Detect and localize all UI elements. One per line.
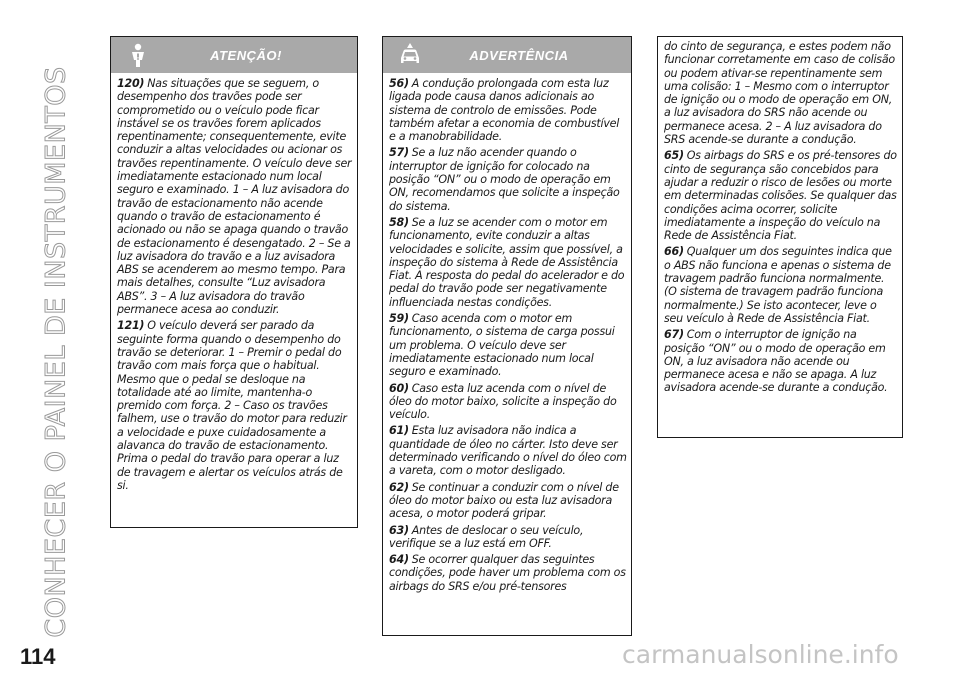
item-text: Se continuar a conduzir com o nível de óleo do motor baixo ou esta luz avisadora acesa, o motor poderá gripar. — [389, 480, 619, 521]
item-number: 61) — [389, 424, 409, 438]
advertencia-item — [389, 382, 627, 422]
item-text: Esta luz avisadora não indica a quantidade de óleo no cárter. Isto deve ser determinado verificando o nível do óleo com a vareta, com o motor desligado. — [389, 424, 627, 478]
item-text: A condução prolongada com esta luz ligada pode causa danos adicionais ao sistema de controlo de emissões. Pode também afetar a economia de combustível e a manobrabilidade. — [389, 77, 620, 144]
item-number: 66) — [664, 245, 684, 259]
advertencia-box-header — [383, 37, 631, 73]
warning-box-title: ATENÇÃO! — [210, 47, 282, 63]
advertencia-item — [389, 481, 627, 521]
advertencia-item — [389, 424, 627, 477]
item-number: 59) — [389, 312, 409, 326]
car-warning-icon — [397, 42, 423, 68]
item-text: Com o interruptor de ignição na posição “ON” ou o modo de operação em ON, a luz avisadora não acende ou permanece acesa e não se apaga. A luz avisadora acende-se durante a condução. — [664, 328, 888, 395]
item-text: Caso esta luz acenda com o nível de óleo do motor baixo, solicite a inspeção do veículo. — [389, 381, 617, 422]
warning-item — [117, 319, 353, 492]
item-text: Caso acenda com o motor em funcionamento, o sistema de carga possui um problema. O veículo deve ser imediatamente estacionado num local seguro e examinado. — [389, 312, 615, 379]
advertencia-item — [389, 216, 627, 309]
continuation-intro: do cinto de segurança, e estes podem não funcionar corretamente em caso de colisão ou podem ativar-se repentinamente sem uma colisão: 1 – Mesmo com o interruptor de ignição ou o modo de operação em ON, a luz avisadora do SRS não acende ou permanece acesa. 2 – A luz avisadora do SRS acende-se durante a condução. — [664, 40, 895, 147]
warning-box — [110, 36, 358, 528]
advertencia-item — [389, 146, 627, 212]
warning-item — [117, 77, 353, 316]
item-text: Se ocorrer qualquer das seguintes condições, pode haver um problema com os airbags do SRS e/ou pré-tensores — [389, 553, 626, 593]
continuation-box — [657, 36, 903, 438]
advertencia-item — [389, 553, 627, 593]
item-text: Os airbags do SRS e os pré-tensores do cinto de segurança são concebidos para ajudar a reduzir o risco de lesões ou morte em determinadas colisões. Se qualquer das condições acima ocorrer, solicite imediatamente a inspeção do veículo na Rede de Assistência Fiat. — [664, 149, 897, 243]
continuation-item — [664, 149, 898, 242]
item-number: 64) — [389, 553, 409, 567]
item-number: 60) — [389, 381, 409, 395]
item-text: Antes de deslocar o seu veículo, verifique se a luz está em OFF. — [389, 523, 584, 550]
item-number: 63) — [389, 523, 409, 537]
item-number: 57) — [389, 146, 409, 160]
item-text: Se a luz não acender quando o interruptor de ignição for colocado na posição “ON” ou o modo de operação em ON, recomendamos que solicite a inspeção do sistema. — [389, 146, 620, 213]
item-text: Se a luz se acender com o motor em funcionamento, evite conduzir a altas velocidades e solicite, assim que possível, a inspeção do sistema à Rede de Assistência Fiat. A resposta do pedal do acelerador e do pedal do travão pode ser negativamente influenciada nestas condições. — [389, 215, 625, 309]
continuation-item — [664, 245, 898, 325]
warning-person-icon — [125, 42, 151, 68]
item-number: 58) — [389, 215, 409, 229]
continuation-item — [664, 328, 898, 394]
warning-box-body — [111, 73, 357, 501]
chapter-side-title: CONHECER O PAINEL DE INSTRUMENTOS — [40, 66, 72, 638]
advertencia-box — [382, 36, 632, 636]
watermark: carmanualsonline.info — [622, 640, 899, 669]
item-number: 120) — [117, 77, 145, 90]
advertencia-item — [389, 524, 627, 551]
item-number: 56) — [389, 77, 409, 90]
item-number: 67) — [664, 328, 684, 342]
item-text: Qualquer um dos seguintes indica que o ABS não funciona e apenas o sistema de travagem padrão funciona normalmente. (O sistema de travagem padrão funciona normalmente.) Se isto acontecer, leve o seu veículo à Rede de Assistência Fiat. — [664, 245, 892, 325]
item-text: O veículo deverá ser parado da seguinte forma quando o desempenho do travão se deteriorar. 1 – Premir o pedal do travão com mais força que o habitual. Mesmo que o pedal se desloque na totalidade até ao limite, mantenha-o premido com força. 2 – Caso os travões falhem, use o travão do motor para reduzir a velocidade e puxe cuidadosamente a alavanca do travão de estacionamento. Prima o pedal do travão para operar a luz de travagem e alertar os veículos atrás de si. — [117, 319, 347, 492]
item-number: 121) — [117, 319, 145, 333]
warning-box-header — [111, 37, 357, 73]
advertencia-item — [389, 312, 627, 378]
item-number: 65) — [664, 149, 684, 163]
advertencia-box-title: ADVERTÊNCIA — [469, 47, 569, 63]
page-number: 114 — [20, 644, 56, 669]
item-text: Nas situações que se seguem, o desempenho dos travões pode ser comprometido ou o veículo pode ficar instável se os travões forem aplicados repentinamente; consequentemente, evite conduzir a altas velocidades ou acionar os travões repentinamente. O veículo deve ser imediatamente estacionado num local seguro e examinado. 1 – A luz avisadora do travão de estacionamento não acende quando o travão de estacionamento é acionado ou não se apaga quando o travão de estacionamento é desengatado. 2 – Se a luz avisadora do travão e a luz avisadora ABS se acenderem ao mesmo tempo. Para mais detalhes, consulte “Luz avisadora ABS”. 3 – A luz avisadora do travão permanece acesa ao conduzir. — [117, 77, 352, 317]
item-number: 62) — [389, 480, 409, 494]
advertencia-item — [389, 77, 627, 143]
continuation-box-body — [658, 37, 902, 404]
advertencia-box-body — [383, 73, 631, 602]
